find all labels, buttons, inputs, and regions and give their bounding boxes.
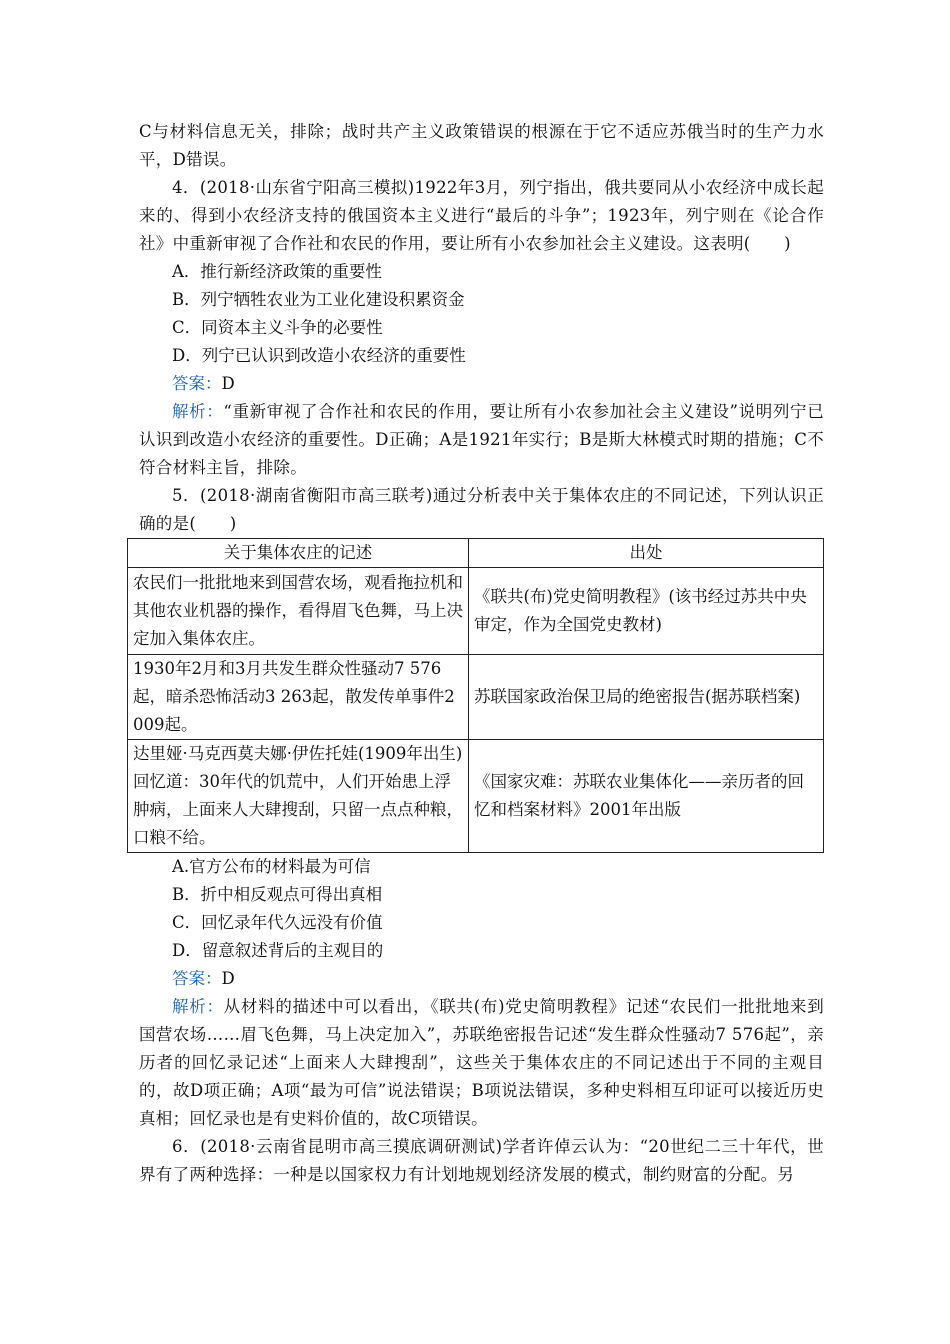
analysis-text: 从材料的描述中可以看出，《联共(布)党史简明教程》记述“农民们一批批地来到国营农场……眉飞色舞，马上决定加入”，苏联绝密报告记述“发生群众性骚动7 576起”，亲历者的回忆录记述“上面来人大肆搜刮”，这些关于集体农庄的不同记述出于不同的主观目的，故D项正确；A项“最为可信”说法错误；B项说法错误，多种史料相互印证可以接近历史真相；回忆录也是有史料价值的，故C项错误。 (139, 997, 824, 1128)
question-5-option-d: D．留意叙述背后的主观目的 (172, 941, 384, 960)
answer-label: 答案： (172, 969, 222, 988)
question-4-analysis (139, 398, 824, 482)
question-5-analysis (139, 993, 824, 1133)
answer-value: D (221, 374, 235, 393)
question-4-option-c: C．同资本主义斗争的必要性 (172, 318, 383, 337)
table-cell: 《国家灾难：苏联农业集体化——亲历者的回忆和档案材料》2001年出版 (469, 740, 824, 853)
source-table (127, 538, 824, 853)
answer-label: 答案： (172, 374, 222, 393)
table-cell: 达里娅·马克西莫夫娜·伊佐托娃(1909年出生)回忆道：30年代的饥荒中，人们开始患上浮肿病，上面来人大肆搜刮，只留一点点种粮，口粮不给。 (128, 740, 469, 853)
table-cell: 农民们一批批地来到国营农场，观看拖拉机和其他农业机器的操作，看得眉飞色舞，马上决定加入集体农庄。 (128, 568, 469, 655)
question-4-answer (139, 370, 824, 398)
intro-paragraph: C与材料信息无关，排除；战时共产主义政策错误的根源在于它不适应苏俄当时的生产力水平，D错误。 (139, 122, 824, 169)
document-page (133, 118, 824, 1189)
table-row (128, 740, 824, 853)
table-cell: 《联共(布)党史简明教程》(该书经过苏共中央审定，作为全国党史教材) (469, 568, 824, 655)
table-header-cell: 关于集体农庄的记述 (128, 539, 469, 568)
table-header-cell: 出处 (469, 539, 824, 568)
table-row (128, 568, 824, 655)
table-cell: 苏联国家政治保卫局的绝密报告(据苏联档案) (469, 655, 824, 740)
question-6-stem: 6．(2018·云南省昆明市高三摸底调研测试)学者许倬云认为：“20世纪二三十年代，世界有了两种选择：一种是以国家权力有计划地规划经济发展的模式，制约财富的分配。另 (139, 1137, 824, 1184)
analysis-label: 解析： (172, 402, 224, 421)
table-cell: 1930年2月和3月共发生群众性骚动7 576起，暗杀恐怖活动3 263起，散发传单事件2 009起。 (128, 655, 469, 740)
table-row (128, 655, 824, 740)
question-4-option-a: A．推行新经济政策的重要性 (172, 262, 382, 281)
analysis-label: 解析： (172, 997, 224, 1016)
question-5-option-a: A.官方公布的材料最为可信 (172, 857, 371, 876)
answer-value: D (221, 969, 235, 988)
table-header-row (128, 539, 824, 568)
question-5-answer (139, 965, 824, 993)
question-5-option-c: C．回忆录年代久远没有价值 (172, 913, 383, 932)
question-5-stem: 5．(2018·湖南省衡阳市高三联考)通过分析表中关于集体农庄的不同记述，下列认识正确的是( ) (139, 486, 824, 533)
analysis-text: “重新审视了合作社和农民的作用，要让所有小农参加社会主义建设”说明列宁已认识到改造小农经济的重要性。D正确；A是1921年实行；B是斯大林模式时期的措施；C不符合材料主旨，排除。 (139, 402, 824, 477)
question-4-option-b: B．列宁牺牲农业为工业化建设积累资金 (172, 290, 465, 309)
question-4-stem: 4．(2018·山东省宁阳高三模拟)1922年3月，列宁指出，俄共要同从小农经济中成长起来的、得到小农经济支持的俄国资本主义进行“最后的斗争”；1923年，列宁则在《论合作社》中重新审视了合作社和农民的作用，要让所有小农参加社会主义建设。这表明( ) (139, 178, 824, 253)
question-5-option-b: B．折中相反观点可得出真相 (172, 885, 383, 904)
question-4-option-d: D．列宁已认识到改造小农经济的重要性 (172, 346, 466, 365)
